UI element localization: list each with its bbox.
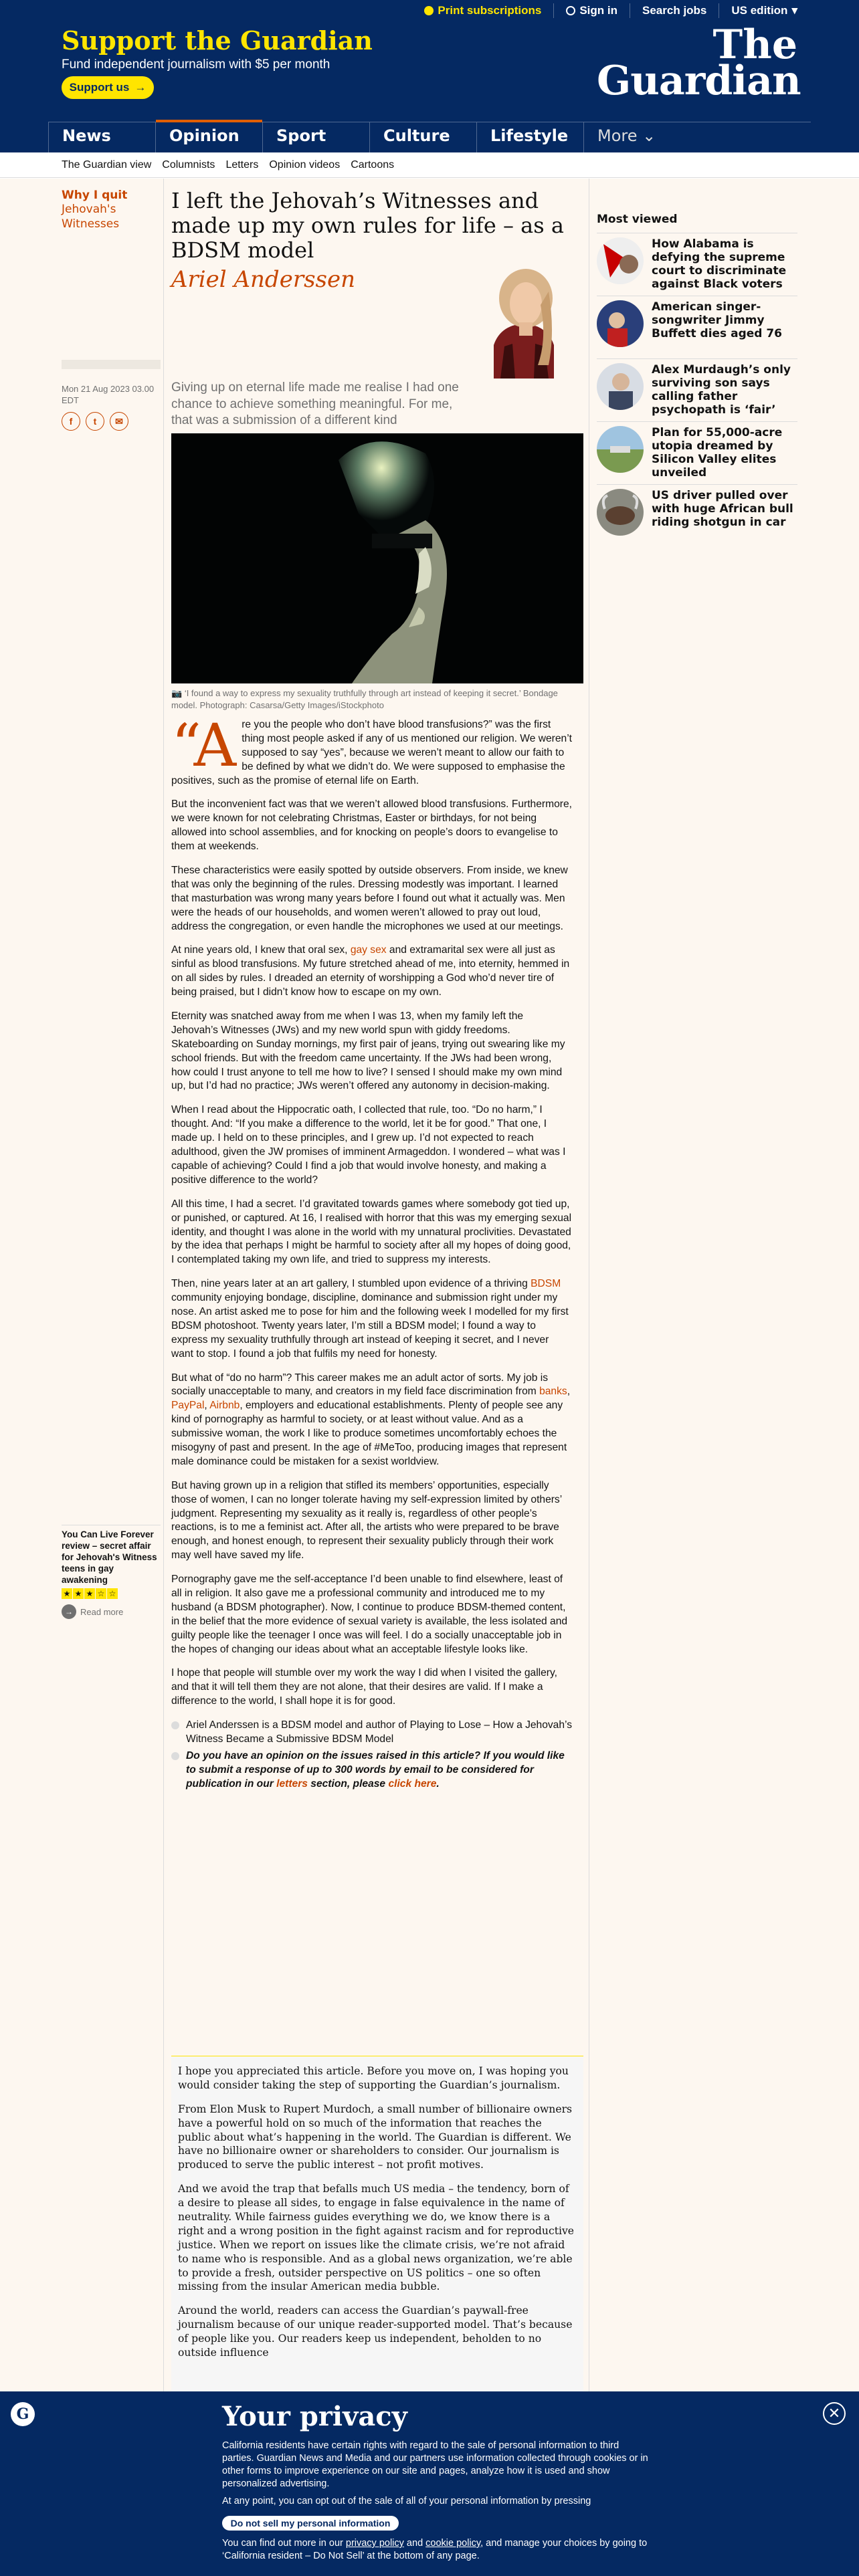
- meta-divider: [62, 360, 161, 369]
- click-here-link[interactable]: click here: [388, 1778, 437, 1790]
- topic-link[interactable]: [62, 203, 119, 230]
- arrow-right-icon: →: [134, 81, 147, 94]
- pillar-nav: [48, 122, 811, 152]
- twitter-icon[interactable]: t: [86, 412, 104, 431]
- author-photo: [474, 265, 574, 379]
- star-empty-icon: ☆: [107, 1588, 118, 1599]
- paragraph: All this time, I had a secret. I’d gravitated towards games where somebody got tied up, or punished, or captured. At 16, I realised with horror that this was my emerging sexual identity, and thought I was alone in the world with my unnatural proclivities. Devastated by the idea that perhaps I might be harmful to society after all my hopes of doing good, I contemplated taking my own life, and tried to suppress my interests.: [171, 1198, 572, 1266]
- paypal-link[interactable]: PayPal: [171, 1400, 205, 1412]
- user-icon: [566, 6, 575, 15]
- bullet-icon: [171, 1752, 179, 1760]
- sub-nav: [0, 152, 859, 178]
- site-header: [0, 0, 859, 152]
- banks-link[interactable]: banks: [539, 1386, 567, 1398]
- facebook-icon[interactable]: f: [62, 412, 80, 431]
- logo-line2: Guardian: [597, 58, 801, 104]
- privacy-banner: [0, 2391, 859, 2576]
- close-icon[interactable]: ✕: [823, 2402, 846, 2425]
- divider: [553, 3, 554, 18]
- privacy-paragraph: At any point, you can opt out of the sale of all of your personal information by pressing: [222, 2496, 591, 2507]
- nav-culture[interactable]: Culture: [369, 122, 476, 152]
- most-viewed-headline: US driver pulled over with huge African bull riding shotgun in car: [652, 489, 793, 530]
- guardian-logo[interactable]: [597, 21, 801, 104]
- paragraph: Eternity was snatched away from me when I was 13, when my family left the Jehovah’s Witnesses (JWs) and my new world spun with giddy freedoms. Skateboarding on Sunday mornings, my first pair of jeans, trying out swearing like my school friends. But with the freedom came uncertainty. If the JWs had been wrong, how could I trust anyone to tell me how to live? I sensed I should make my own mind up, but I’d had no practice; JWs weren’t offered any autonomy in decision-making.: [171, 1010, 565, 1092]
- print-icon: [424, 6, 434, 15]
- chevron-down-icon: ⌄: [642, 126, 656, 145]
- most-viewed-headline: Plan for 55,000-acre utopia dreamed by Silicon Valley elites unveiled: [652, 426, 783, 480]
- subnav-letters[interactable]: Letters: [225, 159, 259, 171]
- star-empty-icon: ☆: [96, 1588, 106, 1599]
- kicker: [62, 189, 161, 231]
- thumbnail: [597, 489, 644, 536]
- most-viewed-item[interactable]: [597, 358, 797, 421]
- most-viewed-title: Most viewed: [597, 213, 678, 226]
- epic-paragraph: From Elon Musk to Rupert Murdoch, a small number of billionaire owners have a powerful hold on so much of the information that reaches the public about what’s happening in the world. The Guardian is different. We have no billionaire owner or shareholders to consider. Our journalism is produced to serve the public interest – not profit motives.: [178, 2103, 573, 2171]
- most-viewed-headline: American singer-songwriter Jimmy Buffett dies aged 76: [652, 300, 783, 341]
- article-meta-column: [62, 189, 161, 231]
- privacy-text: [222, 2440, 650, 2508]
- series-label: Why I quit: [62, 189, 128, 202]
- support-epic: [171, 2056, 583, 2403]
- most-viewed-item[interactable]: [597, 421, 797, 484]
- email-icon[interactable]: ✉: [110, 412, 128, 431]
- series-link[interactable]: [62, 189, 127, 202]
- paragraph: At nine years old, I knew that oral sex, gay sex and extramarital sex were all just as sinful as blood transfusions. My future stretched ahead of me, into eternity, hemmed in on all sides by rules. I dreaded an eternity of worshipping a God who’d never tire of being praised, but I didn’t know how to escape on my own.: [171, 944, 570, 998]
- print-label: Print subscriptions: [438, 4, 542, 17]
- paragraph: Then, nine years later at an art gallery, I stumbled upon evidence of a thriving BDSM community enjoying bondage, discipline, dominance and submission right under my nose. An artist asked me to pose for him and the following week I modelled for my first BDSM photoshoot. Twenty years later, I’m still a BDSM model; I found a way to express my sexuality truthfully through art instead of keeping it secret, and I never want to stop. I found a job that fulfils my need for honesty.: [171, 1278, 569, 1360]
- epic-paragraph: Around the world, readers can access the Guardian’s paywall-free journalism because of our unique reader-supported model. That’s because of people like you. Our readers keep us independent, beholden to no outside influence: [178, 2304, 573, 2359]
- epic-paragraph: I hope you appreciated this article. Before you move on, I was hoping you would consider taking the step of supporting the Guardian’s journalism.: [178, 2065, 569, 2091]
- subnav-cartoons[interactable]: Cartoons: [351, 159, 395, 171]
- article-body: [171, 711, 573, 1794]
- paragraph: But having grown up in a religion that stifled its members’ opportunities, especially those of women, I can no longer tolerate having my self-expression limited by others’ judgment. Representing my sexuality as it really is, regardless of other people’s reactions, is to me a feminist act. After all, the artists who were prepared to be brave enough, and honest enough, to represent their sexuality publicly through their work may well have saved my life.: [171, 1479, 562, 1562]
- author-bio: Ariel Anderssen is a BDSM model and author of Playing to Lose – How a Jehovah’s Witness Became a Submissive BDSM Model: [171, 1719, 573, 1747]
- drop-cap: “A: [171, 711, 237, 780]
- nav-more-label: More: [597, 126, 638, 145]
- thumbnail: [597, 363, 644, 410]
- star-icon: ★: [62, 1588, 72, 1599]
- paragraph: But what of “do no harm”? This career makes me an adult actor of sorts. My job is socially unacceptable to many, and creators in my field face discrimination from banks, PayPal, Airbnb, employers and educational establishments. Plenty of people see any kind of pornography as harmful to society, or at least without value. And as a submissive woman, the work I like to produce sometimes uncomfortably echoes the misogyny of past and present. In the age of #MeToo, producing images that represent male dominance could be mistaken for a sexist worldview.: [171, 1372, 571, 1467]
- sign-in-link[interactable]: [566, 4, 617, 17]
- arrow-right-icon: →: [62, 1604, 76, 1619]
- subnav-opinion-videos[interactable]: Opinion videos: [269, 159, 341, 171]
- nav-news[interactable]: News: [48, 122, 155, 152]
- main-image: [171, 433, 583, 683]
- byline[interactable]: Ariel Anderssen: [171, 266, 355, 293]
- thumbnail: [597, 237, 644, 284]
- cookie-policy-link[interactable]: cookie policy: [425, 2538, 481, 2549]
- most-viewed-item[interactable]: [597, 233, 797, 296]
- support-us-button[interactable]: [62, 76, 154, 99]
- nav-more[interactable]: [583, 122, 690, 152]
- topic-label: Jehovah's Witnesses: [62, 203, 120, 231]
- support-title: Support the Guardian: [62, 25, 373, 56]
- gay-sex-link[interactable]: gay sex: [350, 944, 387, 956]
- headline: I left the Jehovah’s Witnesses and made up my own rules for life – as a BDSM model: [171, 188, 564, 263]
- most-viewed-item[interactable]: [597, 296, 797, 358]
- nav-opinion[interactable]: Opinion: [155, 122, 262, 152]
- standfirst: Giving up on eternal life made me realise I had one chance to achieve something meaningful. For me, that was a submission of a different kind: [171, 381, 459, 428]
- star-icon: ★: [84, 1588, 95, 1599]
- caption-text: ‘I found a way to express my sexuality truthfully through art instead of keeping it secret.’ Bondage model. Photograph: Casarsa/Getty Images/iStockphoto: [171, 688, 558, 710]
- most-viewed-headline: Alex Murdaugh’s only surviving son says calling father psychopath is ‘fair’: [652, 363, 791, 417]
- support-button-label: Support us: [69, 81, 130, 94]
- subnav-guardian-view[interactable]: The Guardian view: [62, 159, 152, 171]
- letters-cta: Do you have an opinion on the issues raised in this article? If you would like to submit a response of up to 300 words by email to be considered for publication in our letters section, please click here.: [171, 1749, 573, 1792]
- bdsm-link[interactable]: BDSM: [531, 1278, 561, 1290]
- epic-paragraph: And we avoid the trap that befalls much US media – the tendency, born of a desire to please all sides, to engage in false equivalence in the name of neutrality. While fairness guides everything we do, we know there is a right and a wrong position in the fight against racism and for reproductive justice. When we report on issues like the climate crisis, we’re not afraid to name who is responsible. And as a global news organization, we’re able to provide a fresh, outsider perspective on US politics – one so often missing from the insular American media bubble.: [178, 2183, 574, 2293]
- star-icon: ★: [73, 1588, 84, 1599]
- camera-icon: 📷: [171, 688, 185, 698]
- read-more-label: Read more: [80, 1606, 124, 1617]
- logo-line1: The: [712, 21, 797, 68]
- bullet-icon: [171, 1721, 179, 1729]
- read-more[interactable]: [62, 1604, 161, 1619]
- chevron-down-icon: ▾: [791, 4, 797, 17]
- support-subtitle: Fund independent journalism with $5 per month: [62, 58, 330, 72]
- do-not-sell-button[interactable]: Do not sell my personal information: [222, 2516, 399, 2531]
- thumbnail: [597, 300, 644, 347]
- image-caption: [171, 687, 583, 711]
- privacy-footer-text: You can find out more in our privacy policy and cookie policy, and manage your choices by going to ‘California resident – Do Not Sell’ at the bottom of any page.: [222, 2538, 648, 2561]
- most-viewed-list: [597, 233, 797, 547]
- privacy-paragraph: California residents have certain rights with regard to the sale of personal information to third parties. Guardian News and Media and our partners use information collected through cookies or in other forms to improve experience on our site and pages, analyze how it is used and show personalized advertising.: [222, 2440, 648, 2489]
- most-viewed-item[interactable]: [597, 484, 797, 547]
- top-bar: [424, 1, 797, 20]
- edition-selector[interactable]: [731, 4, 797, 17]
- dateline: Mon 21 Aug 2023 03.00 EDT: [62, 384, 155, 405]
- sign-in-label: Sign in: [579, 4, 618, 17]
- privacy-policy-link[interactable]: privacy policy: [345, 2538, 404, 2549]
- print-subscriptions-link[interactable]: [424, 4, 541, 17]
- most-viewed-headline: How Alabama is defying the supreme court to discriminate against Black voters: [652, 237, 787, 292]
- nav-sport[interactable]: Sport: [262, 122, 369, 152]
- related-promo[interactable]: [62, 1525, 161, 1619]
- thumbnail: [597, 426, 644, 473]
- search-jobs-link[interactable]: Search jobs: [642, 4, 707, 17]
- guardian-roundel-icon: G: [11, 2402, 35, 2426]
- subnav-columnists[interactable]: Columnists: [162, 159, 215, 171]
- paragraph: “A re you the people who don’t have blood transfusions?” was the first thing most people asked if any of us mentioned our religion. We weren’t supposed to say “yes”, because we weren’t meant to allow our faith to be defined by what we didn’t do. We were supposed to emphasise the positives, such as the promise of eternal life on Earth.: [171, 711, 573, 786]
- paragraph: These characteristics were easily spotted by outside observers. From inside, we knew that was only the beginning of the rules. Dressing modestly was important. I learned that masturbation was wrong many years before I found out what it actually was. Men were the heads of our households, and women weren’t allowed to pray out loud, address the congregation, or even handle the microphones we used at our meetings.: [171, 865, 568, 932]
- paragraph: I hope that people will stumble over my work the way I did when I visited the gallery, and that it will tell them they are not alone, that their desires are valid. If I make a difference to the world, I shall hope it is for good.: [171, 1667, 557, 1707]
- paragraph: But the inconvenient fact was that we weren’t allowed blood transfusions. Furthermore, we were known for not celebrating Christmas, Easter or birthdays, for not being allowed into school assemblies, and for knocking on people’s doors to evangelise to them at weekends.: [171, 798, 572, 853]
- airbnb-link[interactable]: Airbnb: [209, 1400, 240, 1412]
- promo-title: You Can Live Forever review – secret affair for Jehovah's Witness teens in gay awakening: [62, 1529, 157, 1585]
- letters-link[interactable]: letters: [276, 1778, 308, 1790]
- paragraph: Pornography gave me the self-acceptance I’d been unable to find elsewhere, least of all in religion. It also gave me a professional community and introduced me to my husband (a BDSM photographer). Now, I continue to produce BDSM-themed content, in the belief that the more evidence of sexual variety is available, the less isolated and guilty people like the teenager I once was will feel. I do a socially unacceptable job in the hopes of changing our ideas about what an acceptable lifestyle looks like.: [171, 1574, 568, 1655]
- nav-lifestyle[interactable]: Lifestyle: [476, 122, 583, 152]
- privacy-title: Your privacy: [222, 2401, 407, 2432]
- edition-label: US edition: [731, 4, 788, 17]
- share-buttons: [62, 412, 128, 431]
- star-rating: [62, 1588, 161, 1599]
- divider: [163, 179, 164, 2399]
- paragraph: When I read about the Hippocratic oath, I collected that rule, too. “Do no harm,” I thought. And: “If you make a difference to the world, let it be for good.” That one, I made up. I held on to these principles, and I grew up. I’d not expected to reach adulthood, given the JW promises of imminent Armageddon. I wondered – what was I capable of achieving? Could I find a job that would involve honesty, and making a positive difference to the world?: [171, 1104, 566, 1186]
